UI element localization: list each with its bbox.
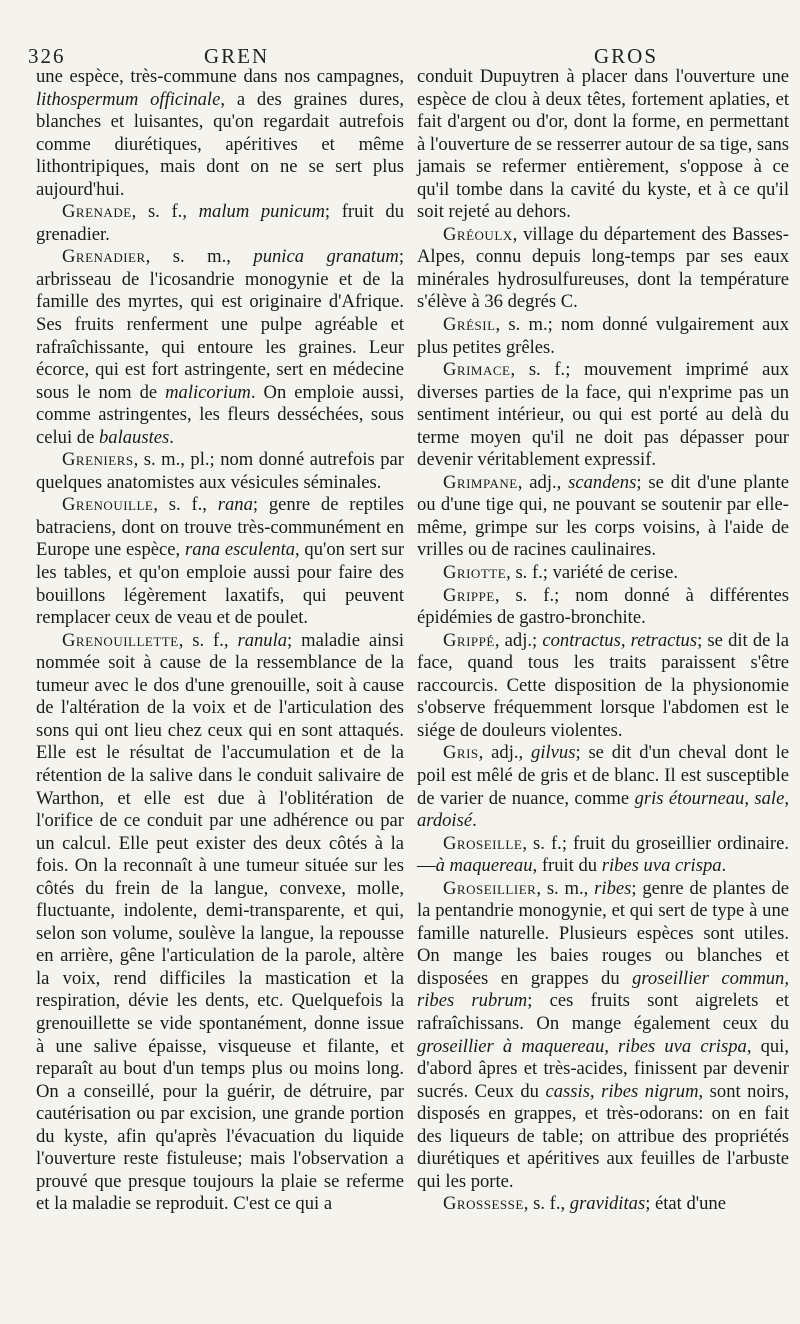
definition-text: , sont noirs, disposés en grappes, et très-odorans: on en fait des liqueurs de table; on attribue des propriétés diurétiques et apéritives aux feuilles de l'arbuste qui les porte. [417,1080,790,1192]
definition-text: , adj., [517,471,569,493]
dictionary-entry [36,246,404,449]
dictionary-entry [417,878,789,1194]
dictionary-entry [36,449,404,494]
definition-text: , s. m., pl.; nom donné autrefois par quelques anatomistes aux vésicules séminales. [36,449,404,493]
definition-text: . On emploie aussi, comme astringentes, les fleurs desséchées, sous celui de [36,381,404,448]
entry-headword: Grimpane [443,471,518,493]
entry-headword: Grippe [443,584,495,606]
latin-term: gris étourneau, sale, ardoisé [417,787,789,832]
entry-headword: Groseillier [443,877,537,899]
entry-headword: Grippé [443,629,495,651]
definition-text: , s. f.; fruit du groseillier ordinaire.— [417,832,789,877]
dictionary-entry [36,494,404,629]
dictionary-entry [417,1193,789,1216]
definition-text: ; fruit du grenadier. [36,201,404,245]
definition-text: ; état d'une [645,1193,726,1215]
entry-headword: Griotte [443,562,507,584]
definition-text: , s. m., [145,246,254,268]
definition-text: ; genre de reptiles batraciens, dont on trouve très-communément en Europe une espèce, [36,494,404,561]
right-column [417,66,789,1216]
definition-text: ; ces fruits sont aigrelets et rafraîchissans. On mange également ceux du [417,990,789,1034]
definition-text: , a des graines dures, blanches et luisantes, qu'on regardait autrefois comme diurétiques, apéritives et même lithontripiques, mais dont on ne se sert plus aujourd'hui. [36,88,405,200]
definition-text: ; genre de plantes de la pentandrie monogynie, et qui sert de type à une famille naturelle. Plusieurs espèces sont utiles. On mange les baies rouges ou blanches et disposées en grappes du [417,877,789,989]
latin-term: cassis, ribes nigrum [545,1080,699,1102]
dictionary-entry [417,585,789,630]
definition-text: , adj.; [494,629,543,651]
dictionary-entry [417,314,789,359]
latin-term: malicorium [165,381,251,403]
latin-term: balaustes [98,426,170,448]
latin-term: ranula [237,629,288,651]
definition-text: , s. f., [153,494,218,516]
entry-headword: Gris [443,742,479,764]
definition-text: , s. f.; nom donné à différentes épidémies de gastro-bronchite. [417,584,789,629]
dictionary-entry [417,562,789,585]
dictionary-entry [36,630,404,1216]
definition-text: , fruit du [532,855,602,877]
definition-text: ; se dit d'un cheval dont le poil est mêlé de gris et de blanc. Il est susceptible de varier de nuance, comme [417,742,789,809]
entry-headword: Grésil [443,314,496,336]
definition-text: ; maladie ainsi nommée soit à cause de la ressemblance de la tumeur avec le dos d'une grenouille, soit à cause de l'altération de la voix et de l'articulation des sons qui ont lieu chez ceux qui en sont attaqués. Elle est le résultat de l'accumulation et de la rétention de la salive dans le conduit salivaire de Warthon, et elle est due à l'oblitération de l'orifice de ce conduit par une adhérence ou par un calcul. Elle peut exister des deux côtés à la fois. On la reconnaît à une tumeur située sur les côtés du frein de la langue, convexe, molle, fluctuante, indolente, demi-transparente, et qui, selon son volume, soulève la langue, la repousse en arrière, gêne l'articulation de la parole, altère la voix, rend difficiles la mastication et la respiration, dévie les dents, etc. Quelquefois la grenouillette se vide spontanément, donne issue à une salive épaisse, visqueuse et filante, et reparaît au bout d'un temps plus ou moins long. On a conseillé, pour la guérir, de détruire, par cautérisation ou par excision, une grande portion du kyste, afin qu'après l'évacuation du liquide l'ouverture reste fistuleuse; mais l'observation a prouvé que presque toujours la plaie se referme et la maladie se reproduit. C'est ce qui a [36,629,405,1215]
latin-term: gilvus [531,742,576,764]
entry-headword: Grossesse [443,1193,524,1215]
latin-term: punica granatum [253,246,399,268]
dictionary-entry [417,224,789,314]
latin-term: graviditas [569,1193,646,1215]
entry-headword: Grimace [443,359,511,381]
entry-headword: Gréoulx [443,223,513,245]
continued-text [36,66,404,201]
definition-text: , qu'on sert sur les tables, et qu'on emploie aussi pour faire des bouillons légèrement laxatifs, qui peuvent remplacer ceux de veau et de poulet. [36,539,405,629]
definition-text: , adj., [478,742,532,764]
page-number: 326 [28,44,66,68]
latin-term: contractus, retractus [542,629,698,651]
latin-term: à maquereau [435,855,533,877]
definition-text: , s. m., [536,877,595,899]
definition-text: une espèce, très-commune dans nos campagnes, [36,66,404,87]
entry-headword: Grenouille [62,494,154,516]
definition-text: , s. f., [523,1193,570,1215]
left-column [36,66,404,1216]
definition-text: , s. f., [131,201,199,223]
latin-term: malum punicum [198,201,325,223]
definition-text: , s. m.; nom donné vulgairement aux plus petites grêles. [417,314,789,358]
definition-text: . [721,855,727,877]
latin-term: ribes [594,877,632,899]
latin-term: groseillier commun, ribes rubrum [417,967,789,1012]
latin-term: lithospermum officinale [36,88,221,110]
dictionary-entry [417,833,789,878]
dictionary-entry [417,359,789,472]
latin-term: ribes uva crispa [601,855,722,877]
latin-term: scandens [568,471,637,493]
definition-text: . [169,426,174,448]
definition-text: , s. f., [178,629,238,651]
definition-text: , s. f.; variété de cerise. [506,562,679,584]
entry-headword: Grenouillette [62,629,179,651]
dictionary-entry [417,742,789,832]
entry-headword: Greniers [62,449,134,471]
definition-text: conduit Dupuytren à placer dans l'ouverture une espèce de clou à deux têtes, fortement aplaties, et fait d'argent ou d'or, dont la forme, en permettant à l'ouverture de se resserrer autour de sa tige, sans jamais se refermer entièrement, s'oppose à ce qu'il tombe dans la cavité du kyste, et à ce qu'il soit rejeté au dehors. [417,66,789,223]
definition-text: , qui, d'abord âpres et très-acides, finissent par devenir sucrés. Ceux du [417,1035,789,1102]
right-guide-word: GROS [594,44,659,68]
definition-text: ; se dit d'une plante ou d'une tige qui, ne pouvant se soutenir par elle-même, grimpe sur les corps voisins, à l'aide de vrilles ou de racines caulinaires. [417,471,789,561]
definition-text: ; se dit de la face, quand tous les traits paraissent s'être raccourcis. Cette disposition de la physionomie s'observe fréquemment lorsque l'abdomen est le siége de douleurs violentes. [417,629,789,741]
left-guide-word: GREN [204,44,270,68]
dictionary-entry [36,201,404,246]
latin-term: groseillier à maquereau, ribes uva crispa [417,1035,747,1057]
definition-text: , s. f.; mouvement imprimé aux diverses parties de la face, qui n'exprime pas un sentiment intérieur, ou qui est porté au delà du terme moyen qu'il ne doit pas dépasser pour devenir véritablement expressif. [417,359,789,471]
entry-headword: Grenadier [62,246,146,268]
entry-headword: Grenade [62,201,132,223]
latin-term: rana esculenta [184,539,296,561]
dictionary-entry [417,472,789,562]
dictionary-entry [417,630,789,743]
definition-text: ; arbrisseau de l'icosandrie monogynie et de la famille des myrtes, qui est originaire d'Afrique. Ses fruits renferment une pulpe agréable et rafraîchissante, qui entoure les graines. Leur écorce, qui est fort astringente, sert en médecine sous le nom de [36,246,404,403]
continued-text [417,66,789,224]
definition-text: . [472,810,477,832]
definition-text: , village du département des Basses-Alpes, connu depuis long-temps par ses eaux minérales hydrosulfureuses, dont la température s'élève à 36 degrés C. [417,223,789,313]
latin-term: rana [217,494,253,516]
entry-headword: Groseille [443,832,523,854]
